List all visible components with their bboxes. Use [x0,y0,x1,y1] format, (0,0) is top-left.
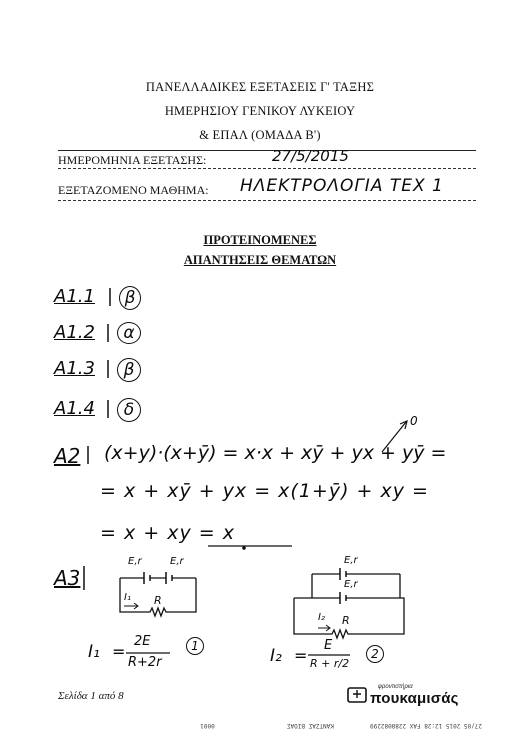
a2-label: A2 [54,444,81,468]
answer-a1-3: β [117,358,141,382]
formula1-numerator: 2E [134,634,151,649]
circuit2-current-label: I₂ [318,612,325,623]
answer-q-a1-3: A1.3 [54,358,95,379]
date-label: ΗΜΕΡΟΜΗΝΙΑ ΕΞΕΤΑΣΗΣ: [58,153,207,167]
circuit1-resistor-label: R [154,594,162,607]
circuit2-resistor-label: R [342,614,350,627]
a3-label: A3 [54,566,81,590]
formula1-lhs: I₁ [88,642,100,662]
fax-header-strip: 27/05 2015 12:28 FAX 2288082299 ΚΑΝΤΖΑΣ ΒΙΟΑΣ 0001 [200,722,482,729]
answer-a1-4: δ [117,398,141,422]
formula1-denominator: R+2r [128,655,162,670]
formula2-equals: = [294,646,308,665]
answer-a1-2: α [117,322,141,344]
formula2-mark: 2 [366,645,384,663]
header-line-3: & ΕΠΑΛ (ΟΜΑΔΑ Β') [199,128,321,142]
a2-line-2: = x + xȳ + yx = x(1+ȳ) + xy = [100,480,429,502]
a2-line-1: (x+y)·(x+ȳ) = x·x + xȳ + yx + yȳ = [104,442,447,464]
circuit2-source-b-label: E,r [344,579,358,590]
formula1-equals: = [112,642,126,661]
a2-zero-mark: 0 [410,414,418,428]
circuit1-current-label: I₁ [124,592,131,603]
subject-label: ΕΞΕΤΑΖΟΜΕΝΟ ΜΑΘΗΜΑ: [58,183,209,197]
answer-a1-1: β [119,286,141,310]
brand-tagline: φροντιστήρια [378,684,413,690]
formula1-mark: 1 [186,637,204,655]
formula2-denominator: R + r/2 [310,657,350,670]
answer-q-a1-1: A1.1 [54,286,95,307]
circuit1-source-a-label: E,r [128,556,142,567]
answer-q-a1-4: A1.4 [54,398,95,419]
subject-value: ΗΛΕΚΤΡΟΛΟΓΙΑ ΤΕΧ 1 [240,176,444,196]
date-value: 27/5/2015 [272,147,349,165]
answer-q-a1-2: A1.2 [54,322,95,343]
formula2-lhs: I₂ [270,646,282,666]
title-line-1: ΠΡΟΤΕΙΝΟΜΕΝΕΣ [203,233,317,247]
brand-logo-text: πουκαμισάς [370,690,459,707]
header-line-1: ΠΑΝΕΛΛΑΔΙΚΕΣ ΕΞΕΤΑΣΕΙΣ Γ' ΤΑΞΗΣ [145,80,375,94]
circuit2-source-a-label: E,r [344,555,358,566]
title-line-2: ΑΠΑΝΤΗΣΕΙΣ ΘΕΜΑΤΩΝ [183,253,337,267]
header-line-2: ΗΜΕΡΗΣΙΟΥ ΓΕΝΙΚΟΥ ΛΥΚΕΙΟΥ [164,104,356,118]
circuit1-source-b-label: E,r [170,556,184,567]
a2-line-3: = x + xy = x [100,522,235,544]
formula2-numerator: E [324,638,333,653]
page-number: Σελίδα 1 από 8 [58,690,124,702]
